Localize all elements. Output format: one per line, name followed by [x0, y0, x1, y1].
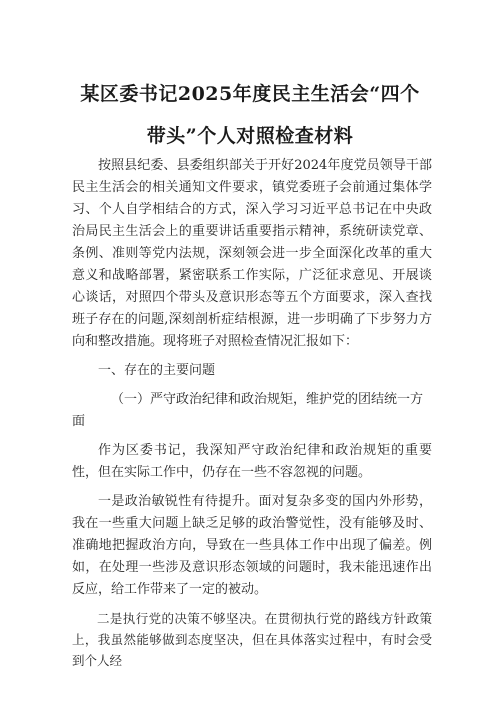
document-body [72, 155, 432, 678]
body-paragraph: 一是政治敏锐性有待提升。面对复杂多变的国内外形势，我在一些重大问题上缺乏足够的政治警觉性，没有能够及时、准确地把握政治方向，导致在一些具体工作中出现了偏差。例如，在处理一些涉及意识形态领域的问题时，我未能迅速作出反应，给工作带来了一定的被动。 [72, 494, 432, 597]
document-title-line-2: 带头”个人对照检查材料 [146, 125, 354, 147]
section-heading: 一、存在的主要问题 [98, 363, 216, 378]
body-paragraph: 二是执行党的决策不够坚决。在贯彻执行党的路线方针政策上，我虽然能够做到态度坚决，但在具体落实过程中，有时会受到个人经 [72, 611, 432, 668]
document-title-line-1: 某区委书记2025年度民主生活会“四个 [80, 83, 420, 105]
body-paragraph: 作为区委书记，我深知严守政治纪律和政治规矩的重要性，但在实际工作中，仍存在一些不容忽视的问题。 [72, 443, 432, 480]
subsection-heading: （一）严守政治纪律和政治规矩，维护党的团结统一方面 [72, 392, 424, 429]
intro-paragraph: 按照县纪委、县委组织部关于开好2024年度党员领导干部民主生活会的相关通知文件要求，镇党委班子会前通过集体学习、个人自学相结合的方式，深入学习习近平总书记在中央政治局民主生活会上的重要讲话重要指示精神，系统研读党章、条例、准则等党内法规，深刻领会进一步全面深化改革的重大意义和战略部署，紧密联系工作实际，广泛征求意见、开展谈心谈话，对照四个带头及意识形态等五个方面要求，深入查找班子存在的问题,深刻剖析症结根源，进一步明确了下步努力方向和整改措施。现将班子对照检查情况汇报如下： [72, 158, 432, 349]
